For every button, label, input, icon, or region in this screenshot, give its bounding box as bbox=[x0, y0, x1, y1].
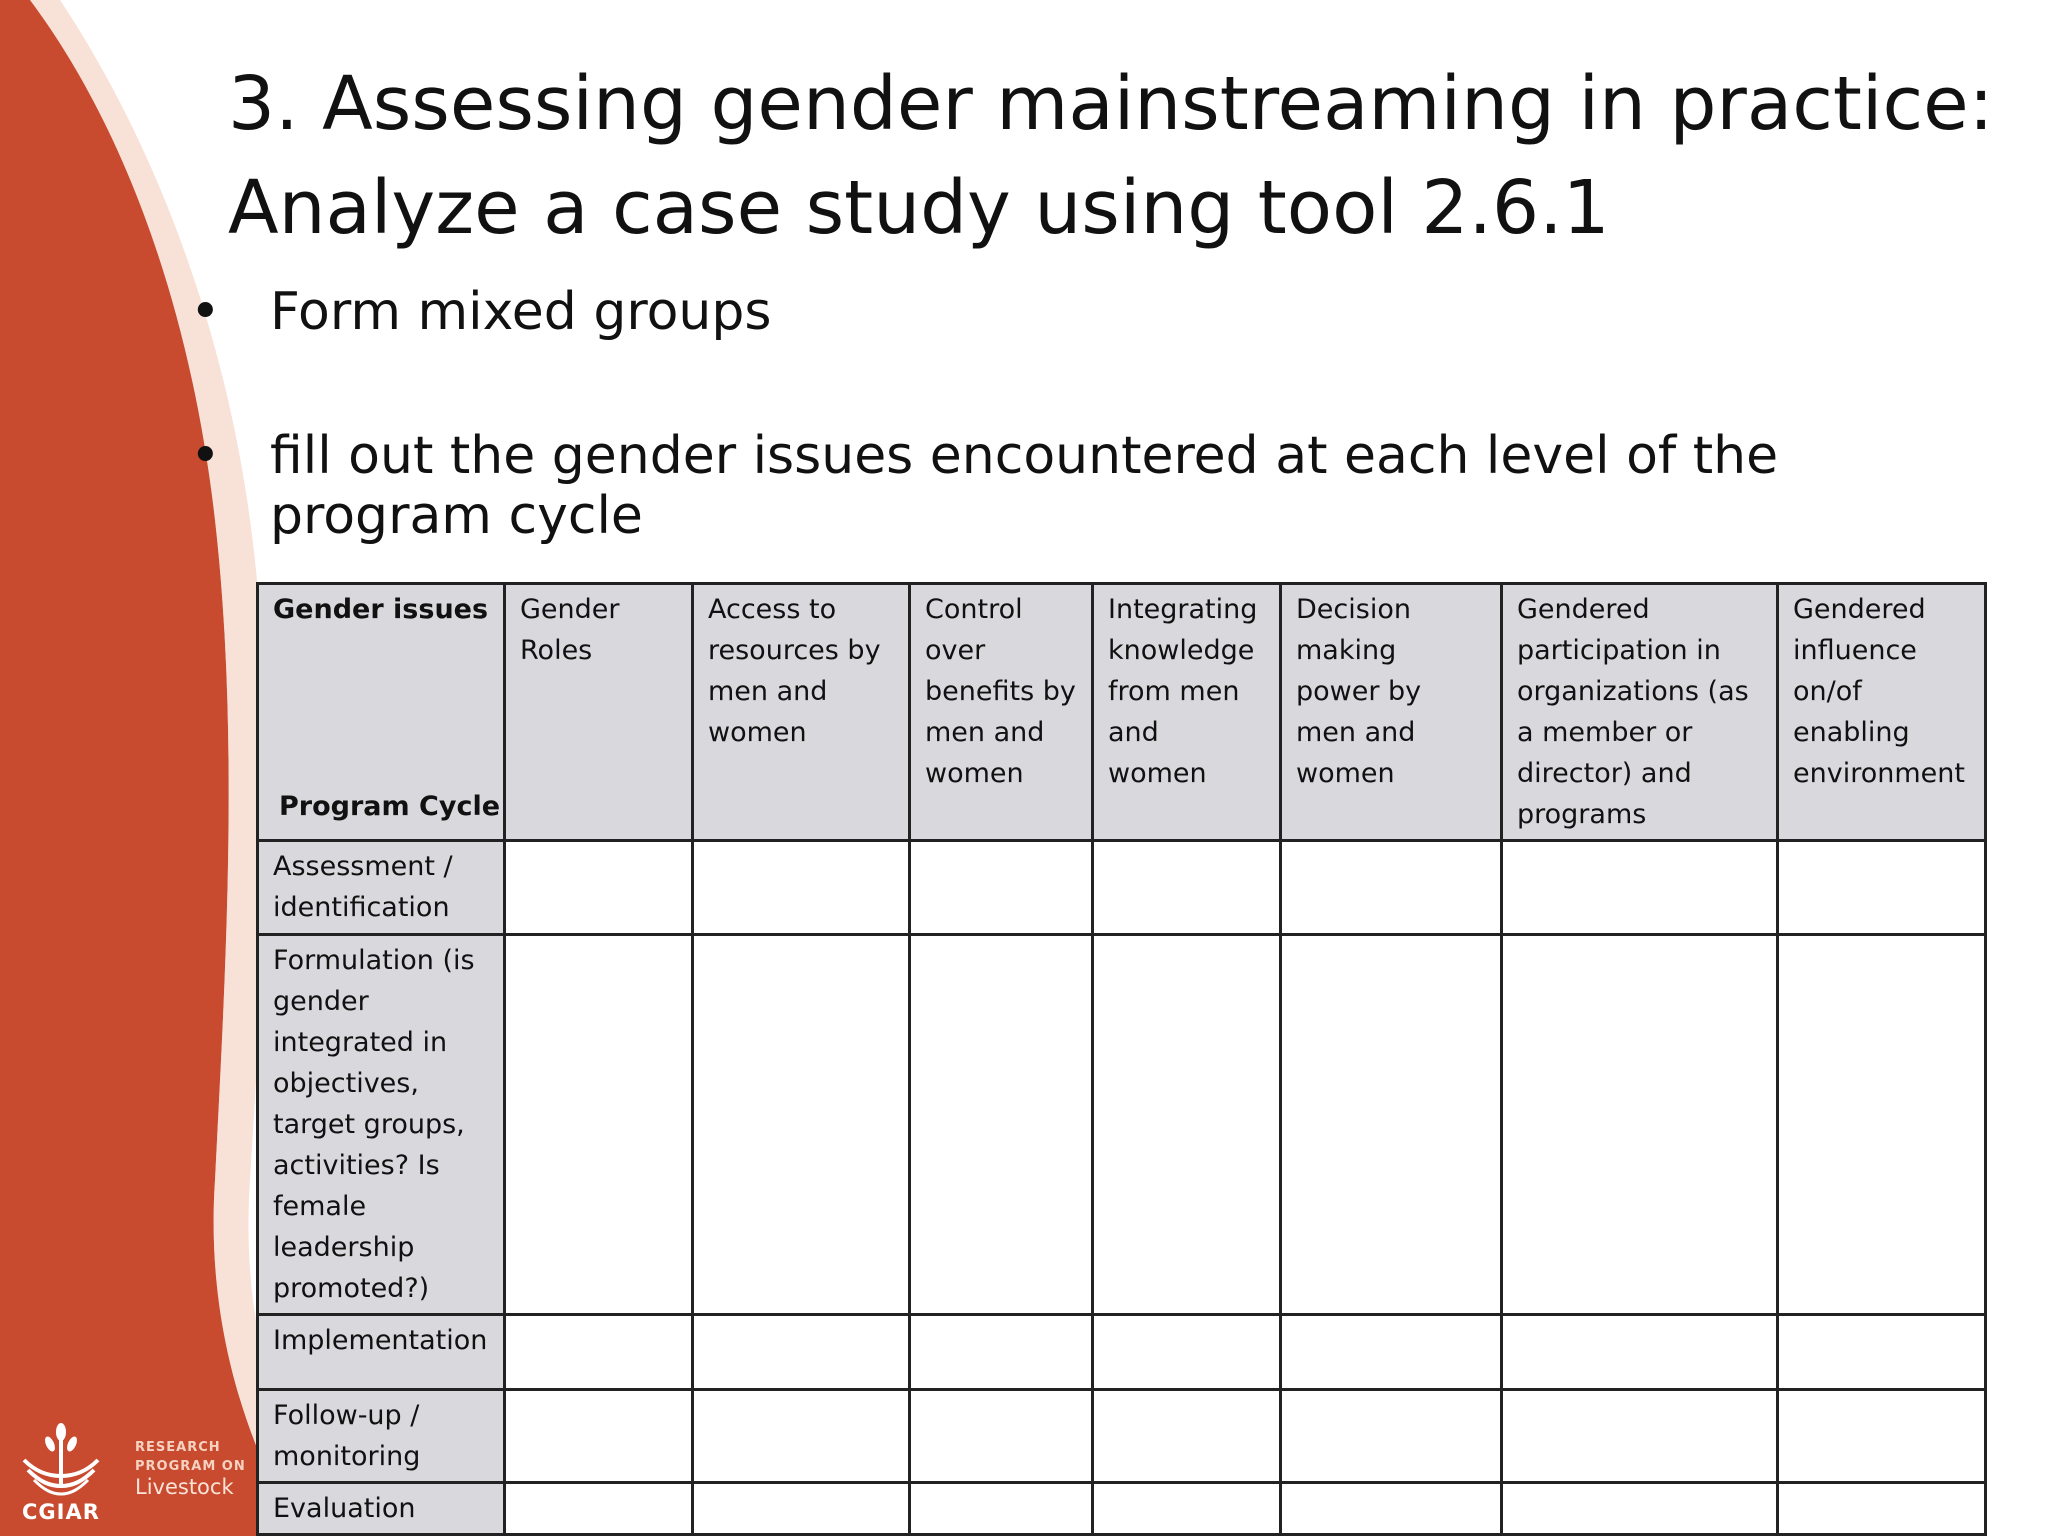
table-row bbox=[258, 1390, 1986, 1483]
table-cell[interactable] bbox=[505, 1315, 693, 1390]
row-header: Assessment / identification bbox=[258, 841, 505, 935]
table-cell[interactable] bbox=[910, 841, 1093, 935]
table-cell[interactable] bbox=[1778, 1483, 1986, 1535]
table-cell[interactable] bbox=[1093, 1315, 1281, 1390]
table-cell[interactable] bbox=[693, 841, 910, 935]
column-header: Gendered influence on/of enabling environment bbox=[1778, 584, 1986, 841]
table-cell[interactable] bbox=[505, 1483, 693, 1535]
table-cell[interactable] bbox=[1281, 1390, 1502, 1483]
wheat-emblem-icon bbox=[16, 1420, 106, 1500]
table-cell[interactable] bbox=[1778, 841, 1986, 935]
column-header: Decision making power by men and women bbox=[1281, 584, 1502, 841]
table-row bbox=[258, 1315, 1986, 1390]
table-cell[interactable] bbox=[1093, 935, 1281, 1315]
slide-title-line: Analyze a case study using tool 2.6.1 bbox=[228, 165, 1610, 251]
table-cell[interactable] bbox=[1502, 841, 1778, 935]
table-cell[interactable] bbox=[1093, 1483, 1281, 1535]
table-cell[interactable] bbox=[1281, 1483, 1502, 1535]
table-cell[interactable] bbox=[910, 1483, 1093, 1535]
table-cell[interactable] bbox=[1502, 1315, 1778, 1390]
table-cell[interactable] bbox=[910, 1390, 1093, 1483]
column-header: Gendered participation in organizations (as a member or director) and programs bbox=[1502, 584, 1778, 841]
column-header: Control over benefits by men and women bbox=[910, 584, 1093, 841]
logo-org-name: CGIAR bbox=[22, 1500, 100, 1524]
logo-program-line: RESEARCH bbox=[135, 1440, 221, 1455]
table-cell[interactable] bbox=[693, 1390, 910, 1483]
logo-program-line: PROGRAM ON bbox=[135, 1459, 246, 1474]
table-cell[interactable] bbox=[1281, 841, 1502, 935]
logo-program-line: Livestock bbox=[135, 1475, 234, 1499]
table-corner-cell bbox=[258, 584, 505, 841]
column-header: Integrating knowledge from men and women bbox=[1093, 584, 1281, 841]
bullet-item: • Form mixed groups bbox=[190, 282, 1990, 342]
table-cell[interactable] bbox=[693, 1483, 910, 1535]
table-cell[interactable] bbox=[1281, 1315, 1502, 1390]
table-cell[interactable] bbox=[1502, 1390, 1778, 1483]
table-cell[interactable] bbox=[505, 841, 693, 935]
gender-issues-label: Gender issues bbox=[273, 594, 489, 625]
table-cell[interactable] bbox=[910, 1315, 1093, 1390]
table-cell[interactable] bbox=[693, 935, 910, 1315]
table-row bbox=[258, 935, 1986, 1315]
row-header: Follow-up / monitoring bbox=[258, 1390, 505, 1483]
row-header: Evaluation bbox=[258, 1483, 505, 1535]
column-header: Access to resources by men and women bbox=[693, 584, 910, 841]
gender-analysis-table bbox=[256, 582, 1987, 1536]
table-cell[interactable] bbox=[1093, 1390, 1281, 1483]
table-row bbox=[258, 1483, 1986, 1535]
row-header: Implementation bbox=[258, 1315, 505, 1390]
table-cell[interactable] bbox=[1502, 1483, 1778, 1535]
logo-program-text bbox=[135, 1438, 246, 1497]
program-cycle-label: Program Cycle bbox=[279, 791, 501, 822]
table-cell[interactable] bbox=[693, 1315, 910, 1390]
slide-title-line: 3. Assessing gender mainstreaming in practice: bbox=[228, 61, 1994, 147]
column-header: Gender Roles bbox=[505, 584, 693, 841]
table-header-row bbox=[258, 584, 1986, 841]
table-cell[interactable] bbox=[1778, 1315, 1986, 1390]
table-cell[interactable] bbox=[1502, 935, 1778, 1315]
table-cell[interactable] bbox=[1778, 1390, 1986, 1483]
bullet-list bbox=[190, 282, 1990, 546]
table-cell[interactable] bbox=[910, 935, 1093, 1315]
cgiar-livestock-logo bbox=[10, 1420, 255, 1530]
table-cell[interactable] bbox=[1093, 841, 1281, 935]
table-cell[interactable] bbox=[1778, 935, 1986, 1315]
row-header: Formulation (is gender integrated in objectives, target groups, activities? Is female leadership promoted?) bbox=[258, 935, 505, 1315]
table-cell[interactable] bbox=[1281, 935, 1502, 1315]
slide-title bbox=[228, 52, 2008, 260]
table-cell[interactable] bbox=[505, 935, 693, 1315]
bullet-item: • fill out the gender issues encountered at each level of the program cycle bbox=[190, 426, 1990, 546]
table-row bbox=[258, 841, 1986, 935]
table-cell[interactable] bbox=[505, 1390, 693, 1483]
